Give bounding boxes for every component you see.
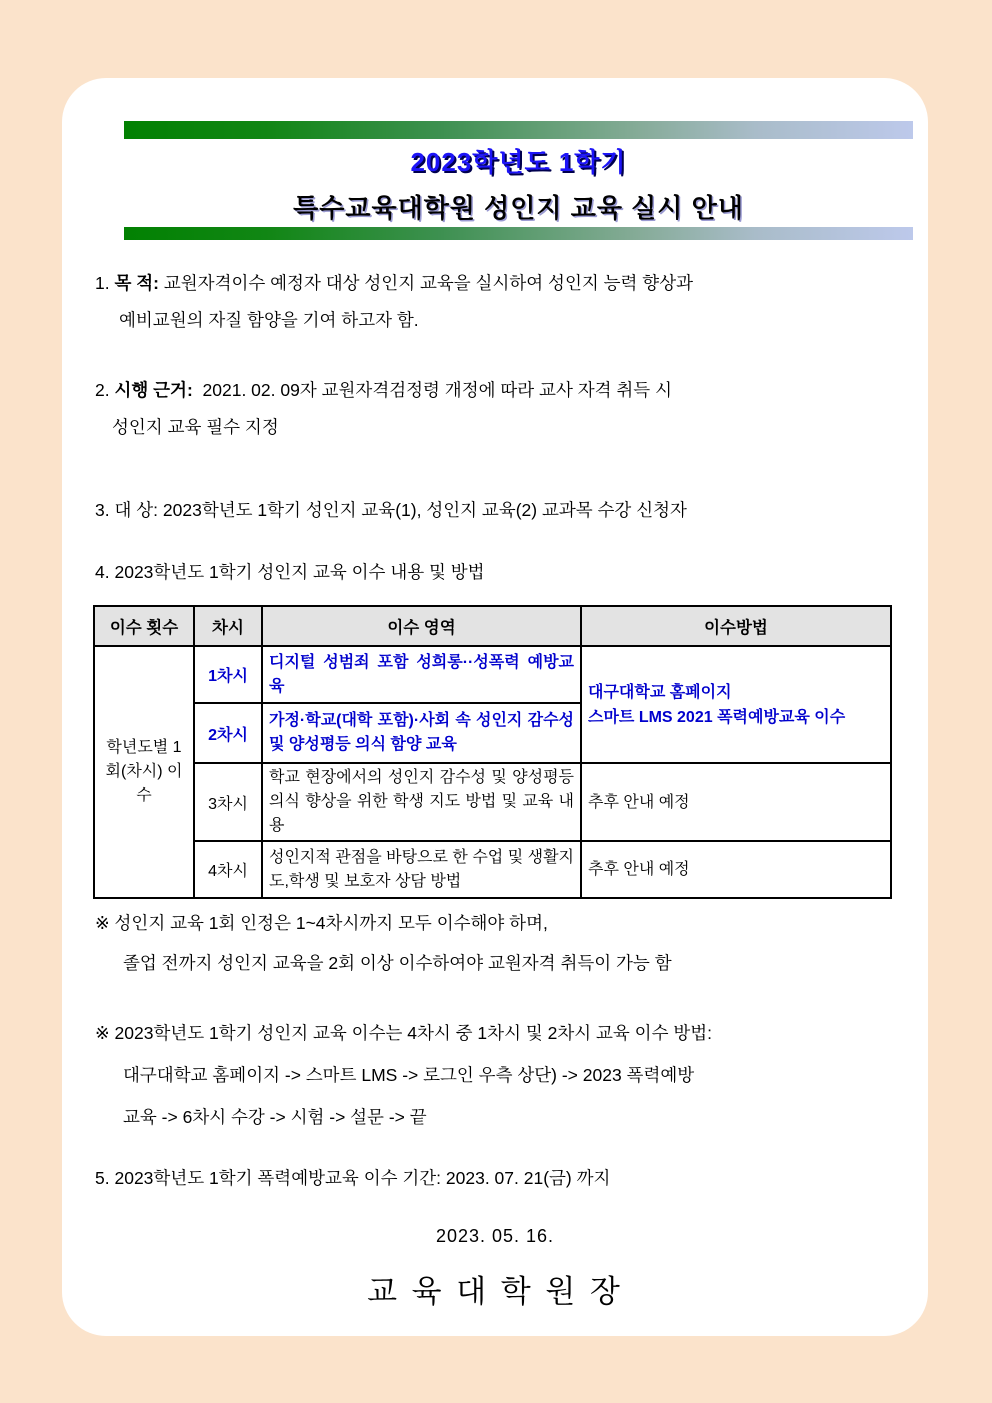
method-line2: 스마트 LMS 2021 폭력예방교육 이수 <box>588 708 846 726</box>
method-cell: 추후 안내 예정 <box>581 763 891 841</box>
area-cell: 학교 현장에서의 성인지 감수성 및 양성평등 의식 향상을 위한 학생 지도 방법 및 교육 내용 <box>262 763 581 841</box>
section-target <box>95 492 900 529</box>
section-basis-line2: 성인지 교육 필수 지정 <box>112 417 279 437</box>
column-header-session: 차시 <box>194 606 262 646</box>
course-table <box>93 605 892 899</box>
section-text: 2021. 02. 09자 교원자격검정령 개정에 따라 교사 자격 취득 시 <box>202 380 672 400</box>
table-header-row <box>94 606 891 646</box>
section-text: 2023학년도 1학기 폭력예방교육 이수 기간: 2023. 07. 21(금) 까지 <box>114 1168 611 1188</box>
section-basis-line1 <box>95 372 900 409</box>
area-cell: 성인지적 관점을 바탕으로 한 수업 및 생활지도,학생 및 보호자 상담 방법 <box>262 841 581 898</box>
section-number: 3. <box>95 500 110 520</box>
method-line1: 대구대학교 홈페이지 <box>588 683 732 701</box>
session-cell: 2차시 <box>194 703 262 763</box>
table-row <box>94 646 891 703</box>
section-text: 교원자격이수 예정자 대상 성인지 교육을 실시하여 성인지 능력 향상과 <box>163 273 693 293</box>
section-label: 대 상: <box>114 500 159 520</box>
note-line1: ※ 성인지 교육 1회 인정은 1~4차시까지 모두 이수해야 하며, <box>95 913 548 933</box>
section-text: 2023학년도 1학기 성인지 교육 이수 내용 및 방법 <box>114 562 485 582</box>
section-label: 목 적: <box>114 273 159 293</box>
note-line2: 졸업 전까지 성인지 교육을 2회 이상 이수하여야 교원자격 취득이 가능 함 <box>123 953 672 973</box>
column-header-count: 이수 횟수 <box>94 606 194 646</box>
area-cell: 가정·학교(대학 포함)·사회 속 성인지 감수성 및 양성평등 의식 함양 교육 <box>262 703 581 763</box>
note-line1: ※ 2023학년도 1학기 성인지 교육 이수는 4차시 중 1차시 및 2차시 교육 이수 방법: <box>95 1023 713 1043</box>
section-text: 2023학년도 1학기 성인지 교육(1), 성인지 교육(2) 교과목 수강 신청자 <box>162 500 687 520</box>
row-group-label-cell: 학년도별 1회(차시) 이수 <box>94 646 194 898</box>
page-title: 2023학년도 1학기 <box>410 147 627 177</box>
note-how-to-complete <box>95 1012 900 1138</box>
section-number: 2. <box>95 380 110 400</box>
method-cell: 추후 안내 예정 <box>581 841 891 898</box>
section-purpose-line1 <box>95 265 900 302</box>
method-cell-merged <box>581 646 891 763</box>
section-basis <box>95 372 900 446</box>
section-label: 시행 근거: <box>114 380 193 400</box>
section-purpose <box>95 265 900 339</box>
column-header-area: 이수 영역 <box>262 606 581 646</box>
section-number: 4. <box>95 562 110 582</box>
note-line3: 교육 -> 6차시 수강 -> 시험 -> 설문 -> 끝 <box>123 1107 427 1127</box>
section-content-method <box>95 554 900 591</box>
note-line2: 대구대학교 홈페이지 -> 스마트 LMS -> 로그인 우측 상단) -> 2023 폭력예방 <box>123 1065 695 1085</box>
area-cell: 디지털 성범죄 포함 성희롱··성폭력 예방교육 <box>262 646 581 703</box>
gradient-bar-bottom <box>124 227 913 240</box>
issue-date: 2023. 05. 16. <box>435 1226 555 1246</box>
session-cell: 4차시 <box>194 841 262 898</box>
section-number: 1. <box>95 273 110 293</box>
page-subtitle: 특수교육대학원 성인지 교육 실시 안내 <box>293 193 744 223</box>
section-purpose-line2: 예비교원의 자질 함양을 기여 하고자 함. <box>119 310 419 330</box>
table-row <box>94 763 891 841</box>
session-cell: 1차시 <box>194 646 262 703</box>
session-cell: 3차시 <box>194 763 262 841</box>
note-completion-rule <box>95 903 900 983</box>
column-header-method: 이수방법 <box>581 606 891 646</box>
gradient-bar-top <box>124 121 913 139</box>
section-number: 5. <box>95 1168 110 1188</box>
section-period <box>95 1160 900 1197</box>
table-row <box>94 841 891 898</box>
issuer-signature: 교 육 대 학 원 장 <box>367 1274 623 1309</box>
